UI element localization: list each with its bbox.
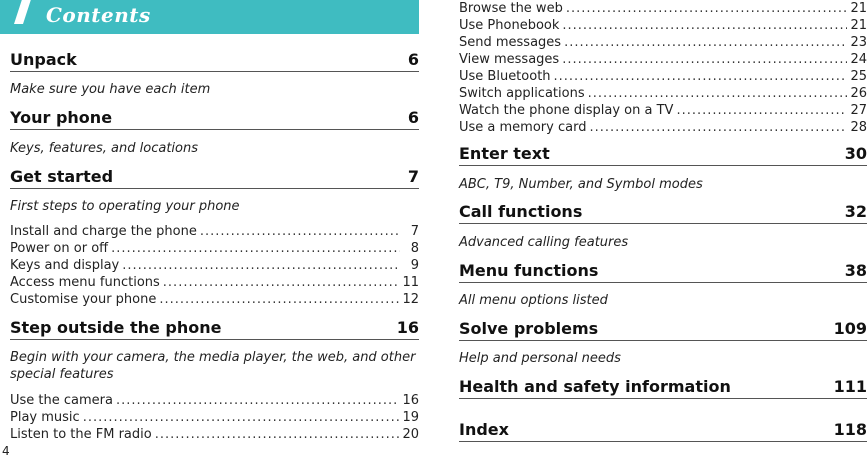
dot-leader [589, 119, 847, 136]
section-title: Call functions [459, 202, 583, 221]
spacer [459, 393, 867, 396]
dot-leader [588, 85, 848, 102]
section-description: Keys, features, and locations [10, 141, 198, 156]
toc-entry-label: Listen to the FM radio [10, 427, 152, 442]
section-page: 30 [844, 144, 867, 163]
section-description: Advanced calling features [459, 235, 629, 250]
dot-leader [159, 291, 399, 308]
section-solve-problems[interactable] [459, 319, 867, 341]
section-description: Make sure you have each item [10, 82, 211, 97]
toc-entry-page: 19 [402, 410, 419, 425]
toc-entry-label: Use Bluetooth [459, 69, 551, 84]
section-description: All menu options listed [459, 293, 608, 308]
toc-entry[interactable] [459, 34, 867, 51]
dot-leader [116, 392, 399, 409]
dot-leader [111, 240, 400, 257]
section-enter-text[interactable] [459, 144, 867, 166]
toc-entry-page: 7 [410, 224, 419, 239]
toc-entry[interactable] [10, 392, 419, 409]
toc-entry-label: Use a memory card [459, 120, 587, 135]
toc-entry[interactable] [10, 291, 419, 308]
toc-list-get-started [10, 223, 419, 308]
toc-entry-label: Watch the phone display on a TV [459, 103, 674, 118]
toc-entry[interactable] [459, 17, 867, 34]
toc-entry-label: Send messages [459, 35, 562, 50]
toc-entry-label: Browse the web [459, 1, 563, 16]
section-unpack[interactable] [10, 50, 419, 72]
banner-accent-stripe [14, 0, 31, 24]
dot-leader [122, 257, 400, 274]
toc-entry-page: 11 [402, 275, 419, 290]
toc-entry-label: View messages [459, 52, 560, 67]
toc-entry-page: 16 [402, 393, 419, 408]
section-page: 109 [833, 319, 867, 338]
toc-entry[interactable] [459, 51, 867, 68]
toc-entry-page: 27 [850, 103, 867, 118]
section-description: First steps to operating your phone [10, 199, 240, 214]
toc-entry-label: Access menu functions [10, 275, 160, 290]
toc-entry-page: 21 [850, 1, 867, 16]
section-title: Your phone [10, 108, 113, 127]
toc-entry-page: 9 [410, 258, 419, 273]
section-call-functions[interactable] [459, 202, 867, 224]
toc-entry-label: Install and charge the phone [10, 224, 197, 239]
toc-list-continued [459, 0, 867, 136]
dot-leader [83, 409, 400, 426]
toc-entry-label: Use the camera [10, 393, 113, 408]
toc-entry-label: Keys and display [10, 258, 120, 273]
toc-entry-page: 21 [850, 18, 867, 33]
section-page: 6 [407, 108, 419, 127]
dot-leader [155, 426, 400, 443]
toc-list-step-outside [10, 392, 419, 443]
section-title: Menu functions [459, 261, 599, 280]
section-page: 7 [407, 167, 419, 186]
toc-entry[interactable] [459, 85, 867, 102]
section-title: Enter text [459, 144, 550, 163]
toc-entry-label: Play music [10, 410, 80, 425]
dot-leader [554, 68, 848, 85]
section-title: Step outside the phone [10, 318, 222, 337]
section-step-outside[interactable] [10, 318, 419, 340]
toc-entry[interactable] [10, 426, 419, 443]
section-index[interactable] [459, 420, 867, 442]
toc-entry-label: Use Phonebook [459, 18, 560, 33]
section-title: Health and safety information [459, 377, 731, 396]
section-title: Unpack [10, 50, 77, 69]
toc-entry[interactable] [10, 223, 419, 240]
dot-leader [676, 102, 847, 119]
toc-entry[interactable] [459, 0, 867, 17]
toc-entry-label: Switch applications [459, 86, 585, 101]
section-title: Index [459, 420, 509, 439]
toc-entry[interactable] [10, 274, 419, 291]
toc-entry[interactable] [10, 257, 419, 274]
dot-leader [562, 51, 847, 68]
toc-entry[interactable] [10, 409, 419, 426]
dot-leader [562, 17, 847, 34]
toc-entry-page: 8 [410, 241, 419, 256]
section-page: 32 [844, 202, 867, 221]
dot-leader [163, 274, 400, 291]
toc-entry[interactable] [459, 102, 867, 119]
toc-entry-page: 23 [850, 35, 867, 50]
section-page: 118 [833, 420, 867, 439]
page-number: 4 [2, 444, 10, 458]
section-title: Get started [10, 167, 114, 186]
toc-entry-page: 26 [850, 86, 867, 101]
toc-entry[interactable] [459, 119, 867, 136]
section-page: 38 [844, 261, 867, 280]
section-page: 16 [396, 318, 419, 337]
toc-entry-label: Customise your phone [10, 292, 157, 307]
dot-leader [564, 34, 847, 51]
toc-entry[interactable] [459, 68, 867, 85]
dot-leader [200, 223, 400, 240]
toc-entry-page: 24 [850, 52, 867, 67]
dot-leader [566, 0, 848, 17]
section-page: 6 [407, 50, 419, 69]
section-page: 111 [833, 377, 867, 396]
section-menu-functions[interactable] [459, 261, 867, 283]
section-description: Begin with your camera, the media player, the web, and other special features [10, 350, 416, 382]
section-get-started[interactable] [10, 167, 419, 189]
section-your-phone[interactable] [10, 108, 419, 130]
toc-entry-label: Power on or off [10, 241, 109, 256]
section-title: Solve problems [459, 319, 599, 338]
section-description: Help and personal needs [459, 351, 621, 366]
page-title: Contents [46, 3, 151, 27]
section-description: ABC, T9, Number, and Symbol modes [459, 177, 703, 192]
toc-entry[interactable] [10, 240, 419, 257]
toc-entry-page: 12 [402, 292, 419, 307]
toc-entry-page: 25 [850, 69, 867, 84]
toc-entry-page: 28 [850, 120, 867, 135]
contents-banner [0, 0, 419, 34]
toc-entry-page: 20 [402, 427, 419, 442]
